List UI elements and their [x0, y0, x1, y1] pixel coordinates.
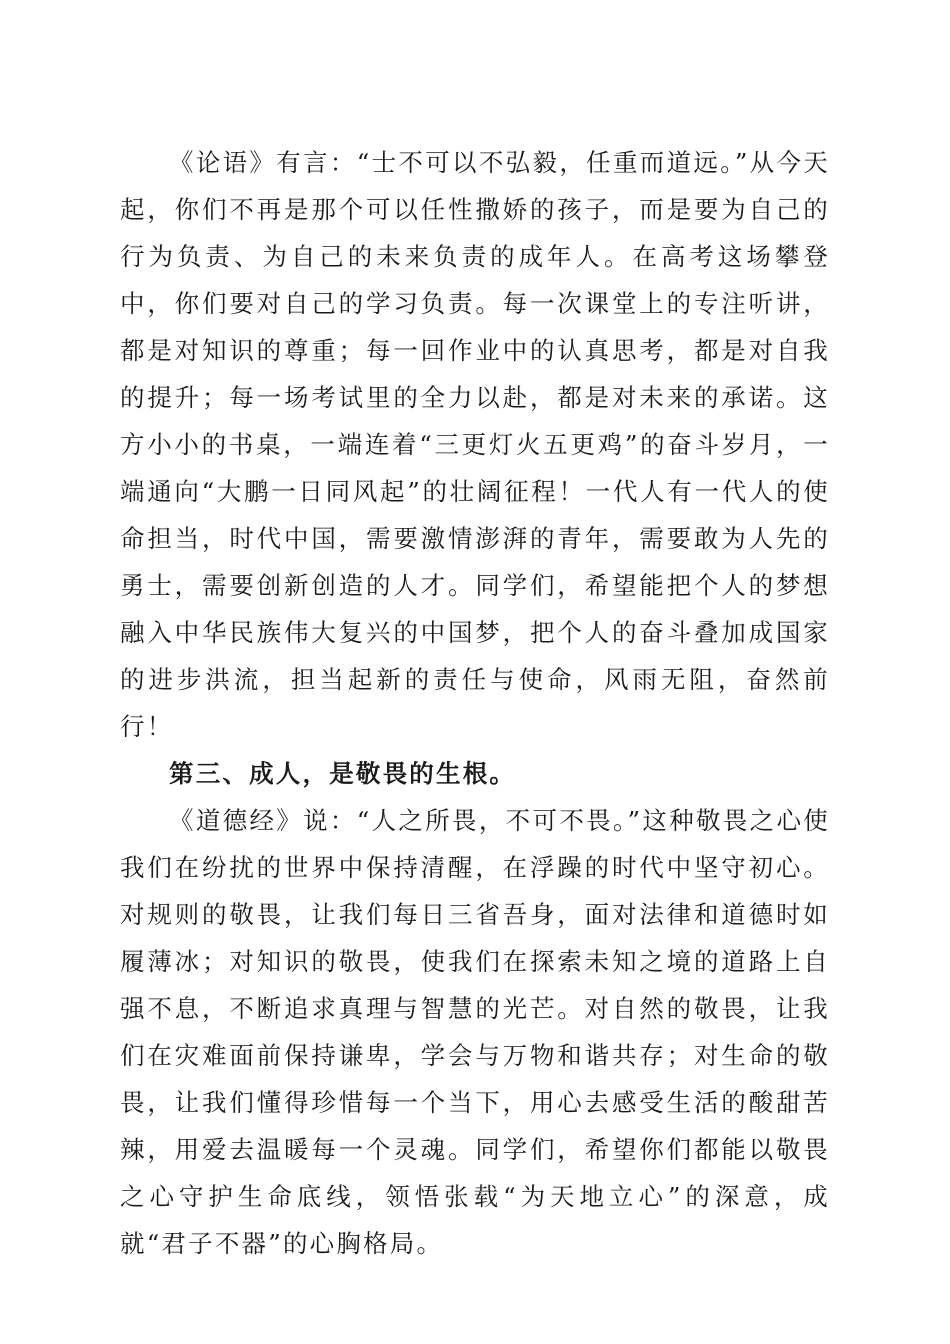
document-body	[120, 139, 830, 1267]
paragraph-awe: 《道德经》说：“人之所畏，不可不畏。”这种敬畏之心使我们在纷扰的世界中保持清醒，在浮躁的时代中坚守初心。对规则的敬畏，让我们每日三省吾身，面对法律和道德时如履薄冰；对知识的敬畏，使我们在探索未知之境的道路上自强不息，不断追求真理与智慧的光芒。对自然的敬畏，让我们在灾难面前保持谦卑，学会与万物和谐共存；对生命的敬畏，让我们懂得珍惜每一个当下，用心去感受生活的酸甜苦辣，用爱去温暖每一个灵魂。同学们，希望你们都能以敬畏之心守护生命底线，领悟张载“为天地立心”的深意，成就“君子不器”的心胸格局。	[120, 806, 830, 1258]
section-heading-awe: 第三、成人，是敬畏的生根。	[169, 759, 517, 788]
paragraph-responsibility: 《论语》有言：“士不可以不弘毅，任重而道远。”从今天起，你们不再是那个可以任性撒娇的孩子，而是要为自己的行为负责、为自己的未来负责的成年人。在高考这场攀登中，你们要对自己的学习负责。每一次课堂上的专注听讲，都是对知识的尊重；每一回作业中的认真思考，都是对自我的提升；每一场考试里的全力以赴，都是对未来的承诺。这方小小的书桌，一端连着“三更灯火五更鸡”的奋斗岁月，一端通向“大鹏一日同风起”的壮阔征程！一代人有一代人的使命担当，时代中国，需要激情澎湃的青年，需要敢为人先的勇士，需要创新创造的人才。同学们，希望能把个人的梦想融入中华民族伟大复兴的中国梦，把个人的奋斗叠加成国家的进步洪流，担当起新的责任与使命，风雨无阻，奋然前行！	[120, 148, 830, 741]
